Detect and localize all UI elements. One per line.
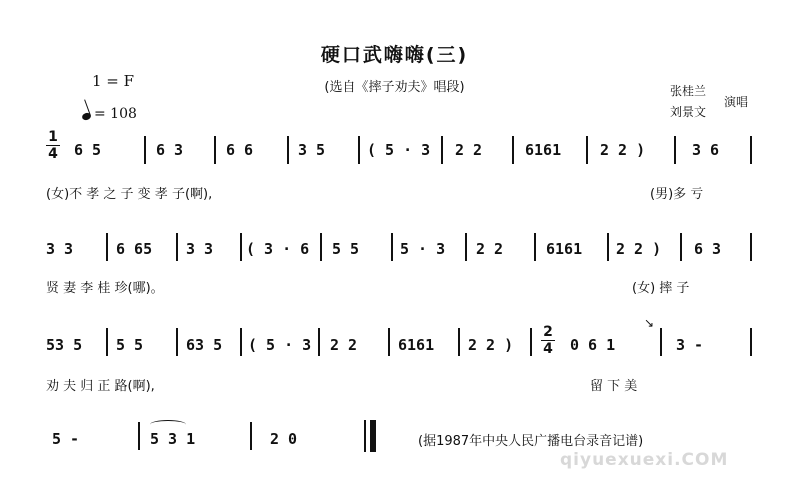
measure: 2 2 xyxy=(455,141,483,159)
measure: 2 2 ) xyxy=(616,240,662,258)
time-signature-2-4 xyxy=(541,325,555,356)
measure: 63 5 xyxy=(186,336,223,354)
measure: 3 3 xyxy=(46,240,74,258)
glide-arrow-icon: ↘ xyxy=(644,316,655,330)
barline xyxy=(144,136,146,164)
lyric-line-right: 留 下 美 xyxy=(590,379,638,394)
measure: 3 6 xyxy=(692,141,720,159)
key-signature: 1 = F xyxy=(92,72,135,90)
barline xyxy=(318,328,320,356)
measure: 2 2 ) xyxy=(600,141,646,159)
measure: 3 - xyxy=(676,336,704,354)
barline xyxy=(214,136,216,164)
measure: ( 5 · 3 xyxy=(248,336,312,354)
measure: 53 5 xyxy=(46,336,83,354)
barline xyxy=(176,233,178,261)
final-barline xyxy=(370,420,376,452)
barline xyxy=(240,328,242,356)
measure: 5 3 1 xyxy=(150,430,196,448)
performer-name-1: 张桂兰 xyxy=(670,84,707,98)
time-sig-top: 2 xyxy=(543,324,553,340)
measure: 3 3 xyxy=(186,240,214,258)
time-sig-bottom: 4 xyxy=(48,146,58,162)
barline xyxy=(530,328,532,356)
score-title: 硬口武嗨嗨(三) xyxy=(320,44,469,66)
barline xyxy=(680,233,682,261)
barline xyxy=(441,136,443,164)
barline xyxy=(465,233,467,261)
measure: 2 2 xyxy=(330,336,358,354)
watermark-logo: qiyuexuexi.COM xyxy=(560,450,729,470)
lyric-line-right: (男)多 亏 xyxy=(650,187,704,202)
barline xyxy=(240,233,242,261)
measure: 6 3 xyxy=(156,141,184,159)
tempo-value: = 108 xyxy=(94,106,137,122)
measure: 6161 xyxy=(546,240,583,258)
quarter-note-icon xyxy=(81,112,92,122)
lyric-line: (女)不 孝 之 子 变 孝 子(啊), xyxy=(46,187,213,202)
measure: 0 6 1 xyxy=(570,336,616,354)
measure: 5 · 3 xyxy=(400,240,446,258)
barline xyxy=(750,233,752,261)
barline xyxy=(586,136,588,164)
tempo-marking xyxy=(82,106,137,122)
measure: 6161 xyxy=(398,336,435,354)
measure: 6 6 xyxy=(226,141,254,159)
barline xyxy=(388,328,390,356)
barline xyxy=(176,328,178,356)
source-footnote: (据1987年中央人民广播电台录音记谱) xyxy=(418,434,644,449)
barline xyxy=(364,420,366,452)
barline xyxy=(358,136,360,164)
measure: 6 5 xyxy=(74,141,102,159)
barline xyxy=(607,233,609,261)
barline xyxy=(391,233,393,261)
score-subtitle: (选自《摔子劝夫》唱段) xyxy=(324,80,465,95)
lyric-line: 贤 妻 李 桂 珍(哪)。 xyxy=(46,281,164,296)
barline xyxy=(750,136,752,164)
barline xyxy=(287,136,289,164)
performer-name-2: 刘景文 xyxy=(670,105,707,119)
barline xyxy=(106,233,108,261)
measure: ( 5 · 3 xyxy=(367,141,431,159)
lyric-line: 劝 夫 归 正 路(啊), xyxy=(46,379,155,394)
measure: 2 2 ) xyxy=(468,336,514,354)
measure: 3 5 xyxy=(298,141,326,159)
barline xyxy=(674,136,676,164)
measure: 6 3 xyxy=(694,240,722,258)
barline xyxy=(534,233,536,261)
barline xyxy=(250,422,252,450)
barline xyxy=(320,233,322,261)
slur-mark xyxy=(150,420,186,429)
measure: 5 - xyxy=(52,430,80,448)
measure: 5 5 xyxy=(116,336,144,354)
measure: 6 65 xyxy=(116,240,153,258)
measure: 6161 xyxy=(525,141,562,159)
barline xyxy=(138,422,140,450)
time-signature-1-4 xyxy=(46,130,60,161)
measure: 2 2 xyxy=(476,240,504,258)
barline xyxy=(106,328,108,356)
barline xyxy=(512,136,514,164)
barline xyxy=(750,328,752,356)
measure: 5 5 xyxy=(332,240,360,258)
time-sig-top: 1 xyxy=(48,129,58,145)
barline xyxy=(458,328,460,356)
barline xyxy=(660,328,662,356)
lyric-line-right: (女) 摔 子 xyxy=(632,281,690,296)
measure: 2 0 xyxy=(270,430,298,448)
time-sig-bottom: 4 xyxy=(543,341,553,357)
performer-role: 演唱 xyxy=(724,95,749,109)
measure: ( 3 · 6 xyxy=(246,240,310,258)
